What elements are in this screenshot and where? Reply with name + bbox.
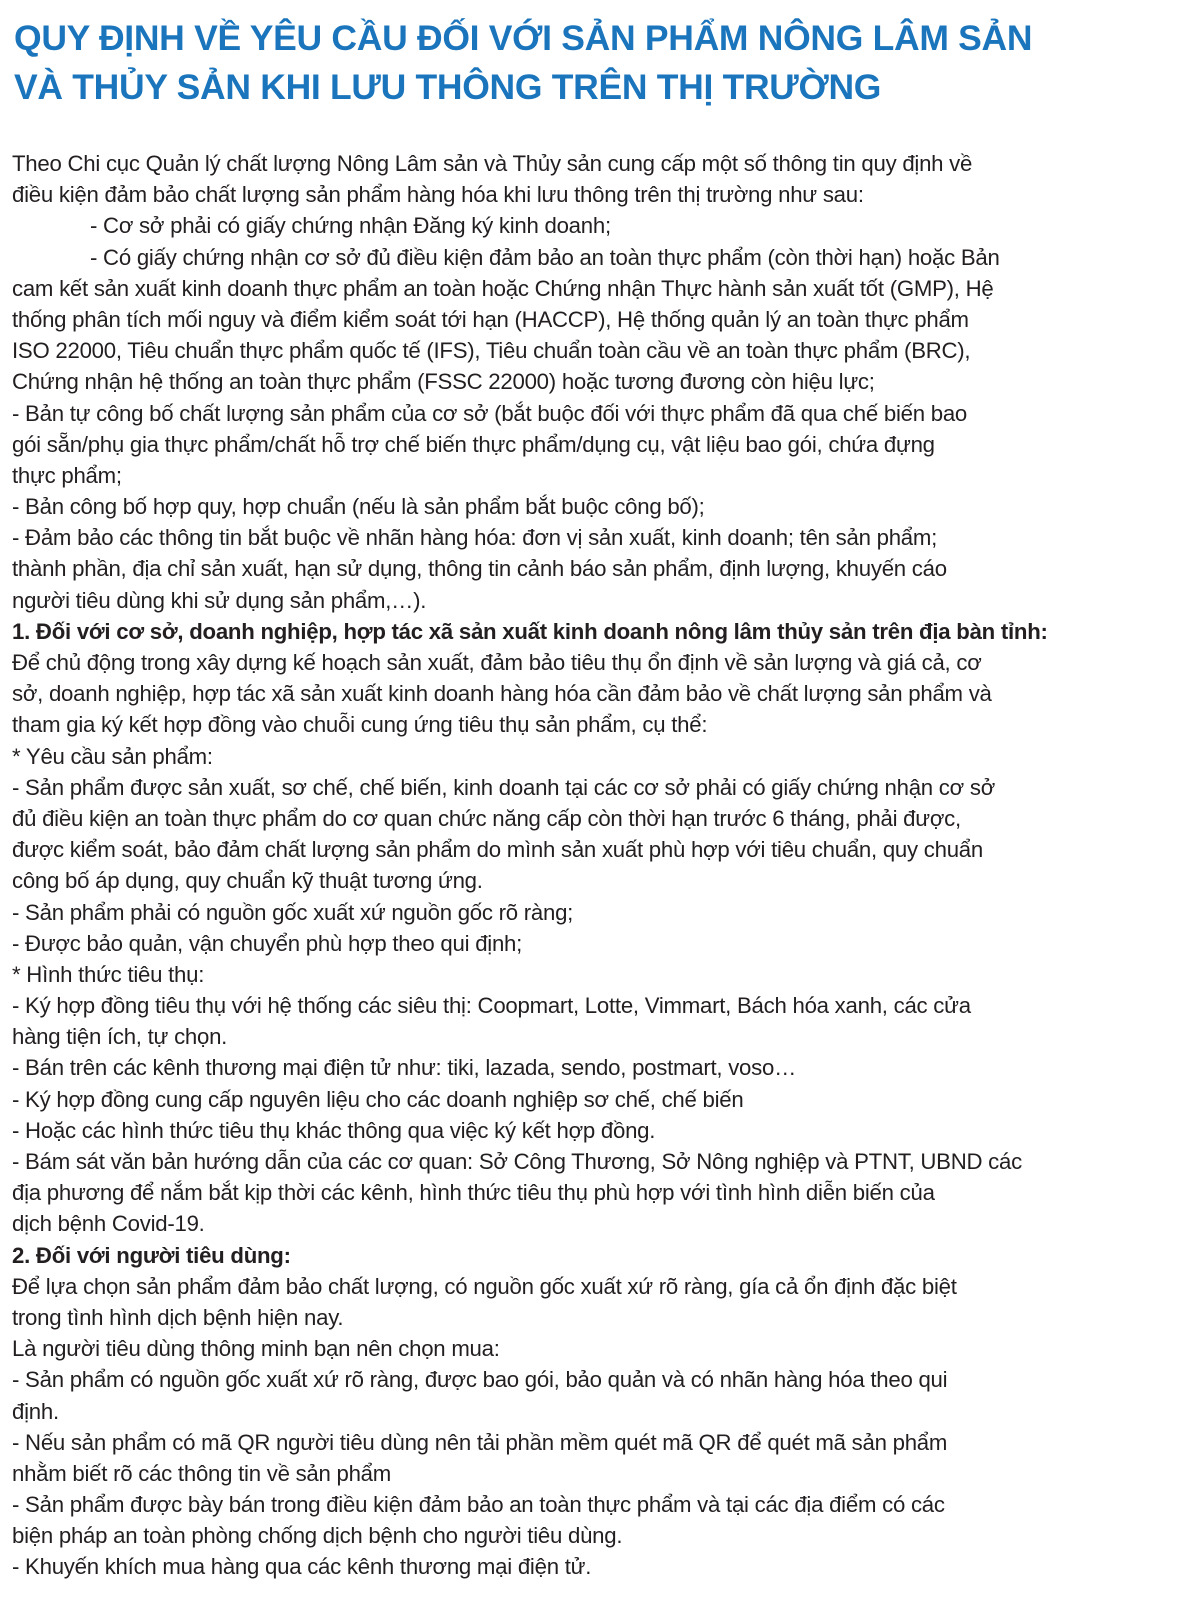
requirement-item-cont: thực phẩm; [12,462,122,488]
requirement-item-cont: người tiêu dùng khi sử dụng sản phẩm,…). [12,587,427,613]
list-item: - Bám sát văn bản hướng dẫn của các cơ quan: Sở Công Thương, Sở Nông nghiệp và PTNT, UBND các [12,1149,1022,1174]
requirement-item-cont: gói sẵn/phụ gia thực phẩm/chất hỗ trợ chế biến thực phẩm/dụng cụ, vật liệu bao gói, chứa đựng [12,431,935,457]
requirement-item: - Đảm bảo các thông tin bắt buộc về nhãn hàng hóa: đơn vị sản xuất, kinh doanh; tên sản phẩm; [12,525,938,551]
list-item-cont: công bố áp dụng, quy chuẩn kỹ thuật tương ứng. [12,868,483,894]
list-item-cont: dịch bệnh Covid-19. [12,1211,205,1237]
paragraph-line: tham gia ký kết hợp đồng vào chuỗi cung ứng tiêu thụ sản phẩm, cụ thể: [12,712,708,738]
list-item-cont: địa phương để nắm bắt kịp thời các kênh, hình thức tiêu thụ phù hợp với tình hình diễn biến của [12,1180,935,1206]
list-item: - Hoặc các hình thức tiêu thụ khác thông qua việc ký kết hợp đồng. [12,1117,656,1143]
requirement-item-cont: Chứng nhận hệ thống an toàn thực phẩm (FSSC 22000) hoặc tương đương còn hiệu lực; [12,369,875,395]
intro-line: Theo Chi cục Quản lý chất lượng Nông Lâm sản và Thủy sản cung cấp một số thông tin quy định về [12,151,973,176]
list-item: - Bán trên các kênh thương mại điện tử như: tiki, lazada, sendo, postmart, voso… [12,1055,797,1081]
section-heading-2: 2. Đối với người tiêu dùng: [12,1242,291,1268]
requirement-item-cont: ISO 22000, Tiêu chuẩn thực phẩm quốc tế (IFS), Tiêu chuẩn toàn cầu về an toàn thực phẩm (BRC), [12,338,971,364]
paragraph-line: Để chủ động trong xây dựng kế hoạch sản xuất, đảm bảo tiêu thụ ổn định về sản lượng và giá cả, cơ [12,650,982,675]
section-heading-1: 1. Đối với cơ sở, doanh nghiệp, hợp tác xã sản xuất kinh doanh nông lâm thủy sản trên địa bàn tỉnh: [12,618,1048,644]
list-item: - Sản phẩm có nguồn gốc xuất xứ rõ ràng, được bao gói, bảo quản và có nhãn hàng hóa theo qui [12,1367,948,1393]
paragraph-line: sở, doanh nghiệp, hợp tác xã sản xuất kinh doanh hàng hóa cần đảm bảo về chất lượng sản phẩm và [12,681,992,707]
requirement-item-cont: thống phân tích mối nguy và điểm kiểm soát tới hạn (HACCP), Hệ thống quản lý an toàn thực phẩm [12,306,969,332]
subheading: * Yêu cầu sản phẩm: [12,743,213,769]
list-item-cont: hàng tiện ích, tự chọn. [12,1024,228,1050]
list-item: - Ký hợp đồng tiêu thụ với hệ thống các siêu thị: Coopmart, Lotte, Vimmart, Bách hóa xanh, các cửa [12,993,971,1019]
subheading: * Hình thức tiêu thụ: [12,961,205,987]
document-title [14,14,1174,112]
title-line-1: QUY ĐỊNH VỀ YÊU CẦU ĐỐI VỚI SẢN PHẨM NÔNG LÂM SẢN [14,18,1033,58]
list-item: - Sản phẩm được bày bán trong điều kiện đảm bảo an toàn thực phẩm và tại các địa điểm có các [12,1492,945,1518]
requirement-item: - Bản tự công bố chất lượng sản phẩm của cơ sở (bắt buộc đối với thực phẩm đã qua chế biến bao [12,400,967,426]
list-item-cont: được kiểm soát, bảo đảm chất lượng sản phẩm do mình sản xuất phù hợp với tiêu chuẩn, quy chuẩn [12,837,983,863]
list-item: - Sản phẩm được sản xuất, sơ chế, chế biến, kinh doanh tại các cơ sở phải có giấy chứng nhận cơ sở [12,774,996,800]
list-item-cont: nhằm biết rõ các thông tin về sản phẩm [12,1460,392,1486]
list-item-cont: đủ điều kiện an toàn thực phẩm do cơ quan chức năng cấp còn thời hạn trước 6 tháng, phải được, [12,805,961,831]
paragraph-line: trong tình hình dịch bệnh hiện nay. [12,1304,344,1330]
requirement-item-cont: thành phần, địa chỉ sản xuất, hạn sử dụng, thông tin cảnh báo sản phẩm, định lượng, khuyến cáo [12,556,947,582]
list-item-cont: biện pháp an toàn phòng chống dịch bệnh cho người tiêu dùng. [12,1523,623,1549]
list-item-cont: định. [12,1398,59,1424]
list-item: - Được bảo quản, vận chuyển phù hợp theo qui định; [12,930,523,956]
paragraph-line: Để lựa chọn sản phẩm đảm bảo chất lượng, có nguồn gốc xuất xứ rõ ràng, gía cả ổn định đặc biệt [12,1273,957,1299]
list-item: - Khuyến khích mua hàng qua các kênh thương mại điện tử. [12,1554,592,1580]
list-item: - Ký hợp đồng cung cấp nguyên liệu cho các doanh nghiệp sơ chế, chế biến [12,1086,744,1112]
title-line-2: VÀ THỦY SẢN KHI LƯU THÔNG TRÊN THỊ TRƯỜNG [14,67,882,107]
document-body [12,148,1177,1583]
requirement-item: - Có giấy chứng nhận cơ sở đủ điều kiện đảm bảo an toàn thực phẩm (còn thời hạn) hoặc Bản [90,244,1000,270]
requirement-item: - Cơ sở phải có giấy chứng nhận Đăng ký kinh doanh; [90,213,611,239]
list-item: - Sản phẩm phải có nguồn gốc xuất xứ nguồn gốc rõ ràng; [12,899,574,925]
intro-line: điều kiện đảm bảo chất lượng sản phẩm hàng hóa khi lưu thông trên thị trường như sau: [12,182,864,208]
paragraph-line: Là người tiêu dùng thông minh bạn nên chọn mua: [12,1336,500,1362]
requirement-item: - Bản công bố hợp quy, hợp chuẩn (nếu là sản phẩm bắt buộc công bố); [12,494,705,520]
list-item: - Nếu sản phẩm có mã QR người tiêu dùng nên tải phần mềm quét mã QR để quét mã sản phẩm [12,1429,948,1455]
requirement-item-cont: cam kết sản xuất kinh doanh thực phẩm an toàn hoặc Chứng nhận Thực hành sản xuất tốt (GMP), Hệ [12,275,994,301]
